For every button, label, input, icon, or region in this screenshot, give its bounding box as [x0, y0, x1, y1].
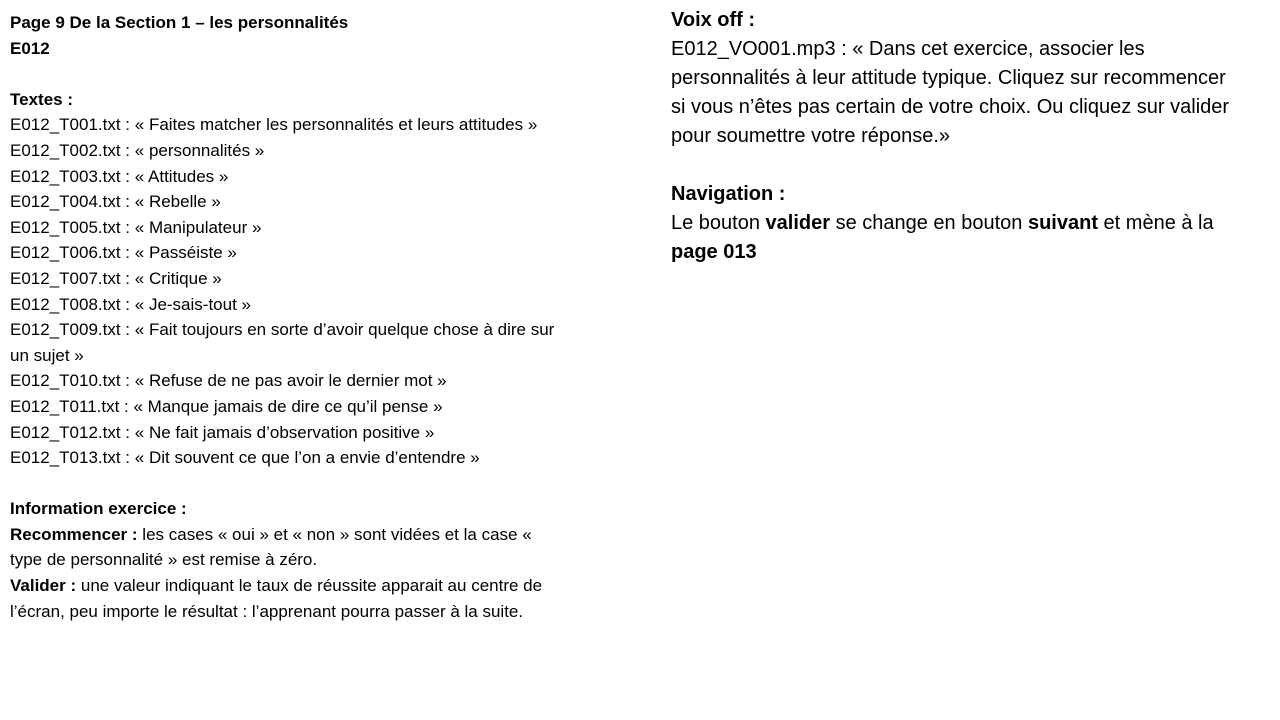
spacer [671, 151, 1231, 180]
text-entry: E012_T011.txt : « Manque jamais de dire ce qu’il pense » [10, 396, 443, 416]
text-entry: E012_T012.txt : « Ne fait jamais d’observation positive » [10, 422, 435, 442]
spacer [10, 61, 560, 87]
exercise-code: E012 [10, 38, 50, 58]
text-entry: E012_T004.txt : « Rebelle » [10, 192, 221, 212]
text-entry: E012_T006.txt : « Passéiste » [10, 243, 237, 263]
text-entry: E012_T002.txt : « personnalités » [10, 140, 265, 160]
text-entry: E012_T013.txt : « Dit souvent ce que l’on a envie d’entendre » [10, 448, 480, 468]
text-entry: E012_T001.txt : « Faites matcher les personnalités et leurs attitudes » [10, 115, 538, 135]
text-entry: E012_T009.txt : « Fait toujours en sorte d’avoir quelque chose à dire sur un sujet » [10, 320, 555, 365]
texts-heading: Textes : [10, 89, 73, 109]
text-entry: E012_T010.txt : « Refuse de ne pas avoir le dernier mot » [10, 371, 447, 391]
right-column [671, 6, 1231, 267]
voiceover-heading: Voix off : [671, 9, 756, 31]
text-entry: E012_T005.txt : « Manipulateur » [10, 217, 262, 237]
info-recommencer: Recommencer : les cases « oui » et « non » sont vidées et la case « type de personnalité » est remise à zéro. [10, 524, 532, 570]
spacer [10, 471, 560, 497]
text-entry: E012_T007.txt : « Critique » [10, 268, 222, 288]
text-entry: E012_T008.txt : « Je-sais-tout » [10, 294, 251, 314]
text-entry: E012_T003.txt : « Attitudes » [10, 166, 229, 186]
info-heading: Information exercice : [10, 499, 187, 519]
page-title: Page 9 De la Section 1 – les personnalités [10, 13, 349, 32]
left-column [10, 10, 560, 624]
navigation-description: Le bouton valider se change en bouton suivant et mène à la page 013 [671, 212, 1214, 263]
info-valider: Valider : une valeur indiquant le taux de réussite apparait au centre de l’écran, peu importe le résultat : l’apprenant pourra passer à la suite. [10, 576, 543, 621]
navigation-heading: Navigation : [671, 183, 786, 205]
voiceover-script: E012_VO001.mp3 : « Dans cet exercice, associer les personnalités à leur attitude typique. Cliquez sur recommencer si vous n’êtes pas certain de votre choix. Ou cliquez sur valider pour soumettre votre réponse.» [671, 38, 1230, 147]
